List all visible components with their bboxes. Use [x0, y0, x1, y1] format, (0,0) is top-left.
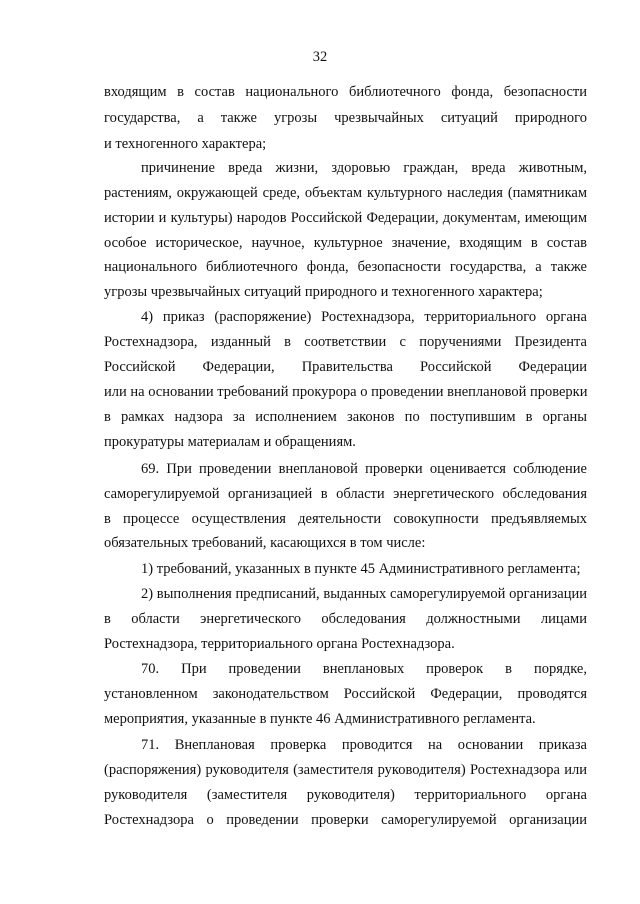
text-line: в рамках надзора за исполнением законов по поступившим в органы [104, 409, 587, 425]
text-line: установленном законодательством Российской Федерации, проводятся [104, 686, 587, 702]
text-line: национального библиотечного фонда, безопасности государства, а также [104, 259, 587, 275]
text-line: (распоряжения) руководителя (заместителя руководителя) Ростехнадзора или [104, 762, 587, 778]
text-line: государства, а также угрозы чрезвычайных ситуаций природного [104, 110, 587, 126]
text-line: причинение вреда жизни, здоровью граждан, вреда животным, [141, 160, 587, 176]
text-line: обязательных требований, касающихся в том числе: [104, 535, 426, 551]
text-line: Ростехнадзора, территориального органа Ростехнадзора. [104, 636, 455, 652]
text-line: Ростехнадзора о проведении проверки саморегулируемой организации [104, 812, 587, 828]
text-line: угрозы чрезвычайных ситуаций природного и техногенного характера; [104, 284, 543, 300]
text-line: в процессе осуществления деятельности совокупности предъявляемых [104, 511, 587, 527]
text-line: истории и культуры) народов Российской Федерации, документам, имеющим [104, 210, 587, 226]
text-line: Российской Федерации, Правительства Российской Федерации [104, 359, 587, 375]
text-line: Ростехнадзора, изданный в соответствии с поручениями Президента [104, 334, 587, 350]
text-line: и техногенного характера; [104, 136, 267, 152]
text-line: входящим в состав национального библиотечного фонда, безопасности [104, 84, 587, 100]
text-line: или на основании требований прокурора о проведении внеплановой проверки [104, 384, 588, 400]
text-line: растениям, окружающей среде, объектам культурного наследия (памятникам [104, 185, 587, 201]
text-line: саморегулируемой организацией в области энергетического обследования [104, 486, 587, 502]
text-line: 4) приказ (распоряжение) Ростехнадзора, территориального органа [141, 309, 587, 325]
text-line: особое историческое, научное, культурное значение, входящим в состав [104, 235, 587, 251]
text-line: прокуратуры материалам и обращениям. [104, 434, 356, 450]
text-line: 2) выполнения предписаний, выданных саморегулируемой организации [141, 586, 587, 602]
text-line: 1) требований, указанных в пункте 45 Административного регламента; [141, 561, 581, 577]
text-line: 69. При проведении внеплановой проверки оценивается соблюдение [141, 461, 587, 477]
text-line: мероприятия, указанные в пункте 46 Административного регламента. [104, 711, 536, 727]
text-line: 70. При проведении внеплановых проверок в порядке, [141, 661, 587, 677]
text-line: 71. Внеплановая проверка проводится на основании приказа [141, 737, 587, 753]
page-number: 32 [312, 49, 328, 65]
text-line: в области энергетического обследования должностными лицами [104, 611, 587, 627]
text-line: руководителя (заместителя руководителя) территориального органа [104, 787, 587, 803]
